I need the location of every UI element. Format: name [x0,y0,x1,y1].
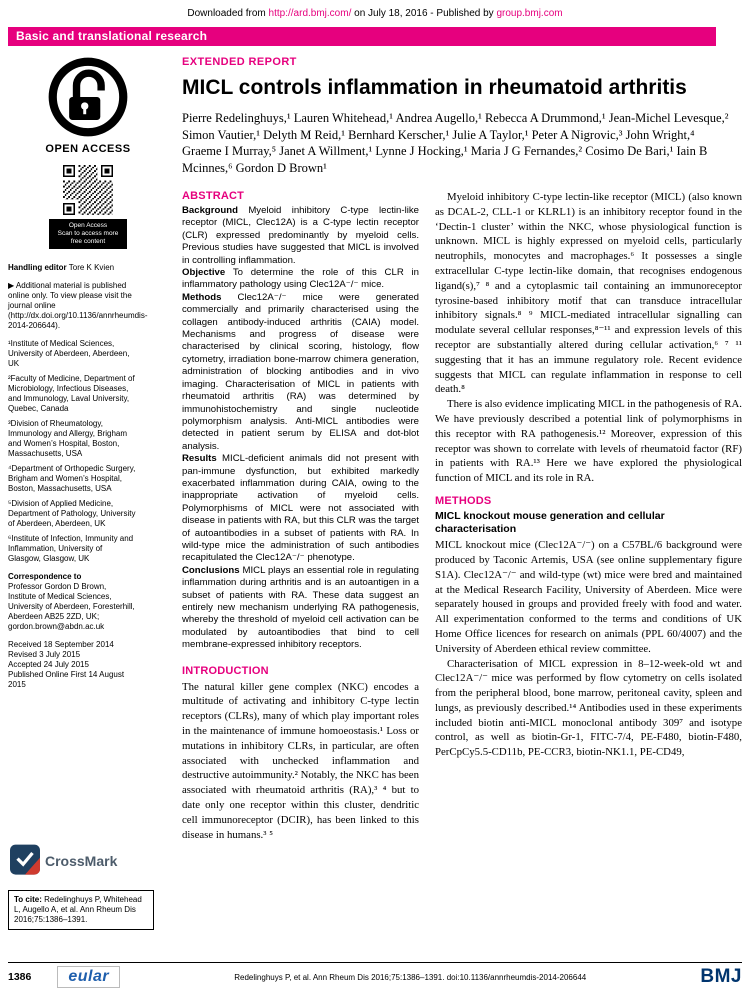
abstract-paragraph [182,453,419,565]
affiliation: ⁵Division of Applied Medicine, Department of Pathology, University of Aberdeen, Aberdeen, UK [8,498,136,528]
crossmark-logo[interactable] [10,844,117,880]
footer-rule [8,962,742,963]
affiliation: ³Division of Rheumatology, Immunology and Allergy, Brigham and Women’s Hospital, Boston, Massachusetts, USA [8,418,128,458]
methods-paragraph: Characterisation of MICL expression in 8–12-week-old wt and Clec12A⁻/⁻ mice was performed by flow cytometry on cells isolated from the peripheral blood, bone marrow, peritoneal cavity, spleen and lungs, as previously described.¹⁴ Antibodies used in these experiments included biotin anti-MICL monoclonal antibody 309⁷ and isotype control, as well as biotin-Gr-1, FITC-7/4, PE-F480, biotin-F480, PerCpCy5.5-CD11b, PE-CCR3, biotin-NK1.1, PE-CD49, [435,657,742,759]
page-number: 1386 [8,971,32,983]
body-paragraph: Myeloid inhibitory C-type lectin-like receptor (MICL) (also known as DCAL-2, CLL-1 or KLRL1) is an inhibitory receptor found in the ‘Dectin-1 cluster’ within the NKC, whose physiological function is unknown. MICL is highly expressed on myeloid cells, particularly neutrophils, monocytes and macrophages.⁶ It possesses a single extracellular C-type lectin-like domain, that recognises endogenous ligand(s),⁷ ⁸ and a cytoplasmic tail containing an immunoreceptor tyrosine-based inhibitory motif that can transduce intracellular inhibitory signals.⁸ ⁹ MICL-mediated intracellular signalling can modulate several cellular responses,⁸⁻¹¹ and expression levels of this receptor are substantially altered during cellular activation,⁶ ⁷ ¹¹ suggesting that it has an immune regulatory role. Recent evidence suggests that MICL can regulate inflammation in response to cell death.⁸ [435,191,742,396]
affiliation: ⁶Institute of Infection, Immunity and Inflammation, University of Glasgow, Glasgow, UK [8,533,134,563]
to-cite-text: Redelinghuys P, Whitehead L, Augello A, et al. Ann Rheum Dis 2016;75:1386–1391. [14,895,142,924]
affiliation: ⁴Department of Orthopedic Surgery, Brigham and Women’s Hospital, Boston, Massachusetts, USA [8,463,136,493]
qr-caption-line: Open Access [68,221,108,229]
qr-code-icon [63,208,113,217]
abstract-label: Objective [182,267,226,279]
abstract-text: To determine the role of this CLR in inflammatory pathology using Clec12A⁻/⁻ mice. [182,267,419,291]
download-header [0,8,750,19]
publisher-url-link[interactable]: group.bmj.com [496,8,563,19]
abstract-label: Results [182,453,217,465]
citation-box [8,890,154,930]
article-title: MICL controls inflammation in rheumatoid arthritis [182,76,687,99]
two-column-body [182,190,742,842]
qr-caption [49,219,127,249]
methods-heading: METHODS [435,494,492,507]
abstract-heading: ABSTRACT [182,190,245,202]
right-column [435,190,742,842]
article [182,56,742,842]
body-paragraph: There is also evidence implicating MICL in the pathogenesis of RA. We have previously described a potential link of polymorphisms in this receptor with RA pathogenesis.¹² Moreover, expression of this receptor was shown to correlate with levels of rheumatoid factor (RF) in patients with RA.¹³ Here we have explored the physiological function of MICL and its role in RA. [435,398,742,485]
methods-subheading: MICL knockout mouse generation and cellular characterisation [435,509,665,535]
sidebar [8,52,168,960]
affiliations [8,339,168,564]
abstract-label: Conclusions [182,564,240,576]
open-access-block [38,56,138,157]
revised-date: Revised 3 July 2015 [8,649,81,659]
abstract-text: MICL plays an essential role in regulating inflammation during arthritis and is an autoantigen in a subset of patients with RA. These data suggest an entirely new mechanism underlying RA pathogenesis, whereby the threshold of myeloid cell activation can be modulated by autoantibodies that bind to cell membrane-expressed inhibitory receptors. [182,564,419,651]
abstract-paragraph [182,267,419,292]
qr-code-block [49,165,127,249]
download-text-pre: Downloaded from [187,8,269,19]
journal-url-link[interactable]: http://ard.bmj.com/ [268,8,352,19]
accepted-date: Accepted 24 July 2015 [8,659,89,669]
additional-material-note: ▶ Additional material is published online only. To view please visit the journal online (http://dx.doi.org/10.1136/annrheumdis-2014-206644). [8,280,148,330]
received-date: Received 18 September 2014 [8,639,114,649]
abstract-label: Background [182,205,238,216]
qr-caption-line: Scan to access more [57,229,119,237]
methods-paragraph: MICL knockout mice (Clec12A⁻/⁻) on a C57BL/6 background were produced by Taconic Artemis, USA (see online supplementary figure S1A). Clec12A⁻/⁻ and wild-type (wt) mice were bred and maintained at the Medical Research Facility, University of Aberdeen. Mice were separately housed in groups and provided freely with food and water. All experimentation conformed to the terms and conditions of UK Home Office licences for research on animals (PPL 60/4007) and the University of Aberdeen ethical review committee. [435,539,742,655]
open-access-label: OPEN ACCESS [45,143,131,155]
article-dates [8,640,168,690]
crossmark-wordmark: CrossMark [45,853,118,870]
download-text-mid: on July 18, 2016 - Published by [351,8,497,19]
abstract-text: MICL-deficient animals did not present with pan-immune dysfunction, but exhibited markedly exacerbated inflammation during CAIA, owing to the inappropriate activation of myeloid cells. Polymorphisms of MICL were not associated with disease in patients with RA, but this CLR was the target of autoantibodies in a subset of patients with RA. In wild-type mice the administration of such antibodies recapitulated the Clec12A⁻/⁻ phenotype. [182,453,419,564]
footer-citation: Redelinghuys P, et al. Ann Rheum Dis 2016;75:1386–1391. doi:10.1136/annrheumdis-2014-206644 [234,972,587,982]
qr-caption-line: free content [70,237,106,245]
correspondence-label: Correspondence to [8,571,82,581]
left-column [182,190,419,842]
introduction-heading: INTRODUCTION [182,664,269,677]
to-cite-label: To cite: [14,895,42,904]
abstract-label: Methods [182,291,222,303]
handling-editor-name: Tore K Kvien [68,262,115,272]
affiliation: ²Faculty of Medicine, Department of Microbiology, Infectious Diseases, and Immunology, Laval University, Quebec, Canada [8,373,135,413]
published-online-date: Published Online First 14 August 2015 [8,669,125,689]
author-list: Pierre Redelinghuys,¹ Lauren Whitehead,¹ Andrea Augello,¹ Rebecca A Drummond,¹ Jean-Michel Levesque,² Simon Vautier,¹ Delyth M Reid,¹ Bernhard Kerscher,¹ Julie A Taylor,¹ Peter A Nigrovic,³ John Wright,⁴ Graeme I Murray,⁵ Janet A Willment,¹ Lynne J Hocking,¹ Maria J G Fernandes,² Cosimo De Bari,¹ Iain B Mcinnes,⁶ Gordon D Brown¹ [182,111,729,175]
introduction-paragraph: The natural killer gene complex (NKC) encodes a multitude of activating and inhibitory C-type lectin receptors (CLRs), many of which play important roles in the maintenance of immune homoeostasis.¹ Loss or mutations in inhibitory CLRs, in particular, are often associated with unchecked inflammation and destructive autoimmunity.² Notably, the NKC has been associated with rheumatoid arthritis (RA),³ ⁴ but to date only one receptor within this cluster, dendritic cell immunoreceptor (DCIR), has been linked to this disease in humans.³ ⁵ [182,680,419,841]
handling-editor-label: Handling editor [8,262,67,272]
correspondence-text: Professor Gordon D Brown, Institute of Medical Sciences, University of Aberdeen, Foresterhill, Aberdeen AB25 2ZD, UK; gordon.brown@abdn.ac.uk [8,581,135,631]
eular-logo: eular [57,966,120,988]
article-type-label: EXTENDED REPORT [182,56,297,68]
abstract-paragraph [182,565,419,652]
handling-editor [8,263,136,273]
page-footer [8,966,742,988]
abstract-paragraph [182,205,419,267]
abstract-text: Clec12A⁻/⁻ mice were generated commercially and primarily characterised using the collagen antibody-induced arthritis (CAIA) model. Mechanisms and progress of disease were characterised by clinical scoring, histology, flow cytometry, irradiation bone-marrow chimera generation, administration of blocking antibodies and in vivo imaging. Characterisation of MICL in patients with rheumatoid arthritis (RA) was determined by immunohistochemistry and single nucleotide polymorphism analysis. Anti-MICL antibodies were detected in patient serum by ELISA and dot-blot analysis. [182,291,419,452]
correspondence [8,572,136,632]
abstract-paragraph [182,292,419,453]
bmj-logo: BMJ [700,966,742,987]
crossmark-icon [10,844,40,880]
open-access-icon [47,131,129,140]
section-banner: Basic and translational research [8,27,716,46]
affiliation: ¹Institute of Medical Sciences, University of Aberdeen, Aberdeen, UK [8,338,130,368]
abstract-text: Myeloid inhibitory C-type lectin-like receptor (MICL, Clec12A) is a C-type lectin receptor (CLR) expressed predominantly by myeloid cells. Previous studies have suggested that MICL is involved in controlling inflammation. [182,205,419,266]
